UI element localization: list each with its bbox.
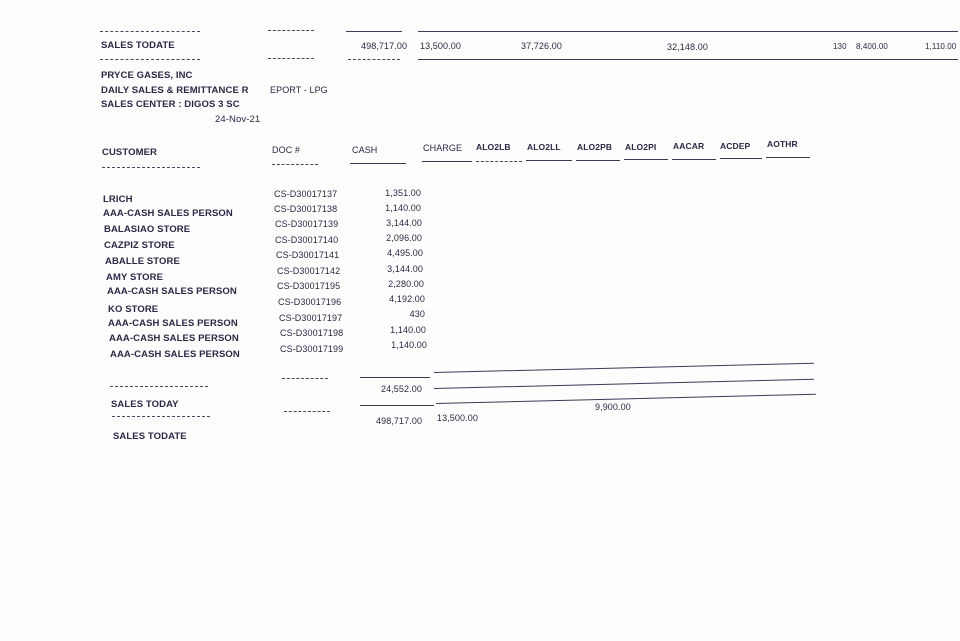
row-doc: CS-D30017138 — [274, 204, 338, 214]
row-customer: ABALLE STORE — [105, 256, 180, 267]
company-name: PRYCE GASES, INC — [101, 70, 193, 81]
header-underline — [720, 158, 762, 159]
row-customer: BALASIAO STORE — [104, 224, 191, 235]
row-cash: 3,144.00 — [387, 264, 423, 274]
divider-line — [282, 378, 328, 379]
divider-line — [112, 416, 210, 417]
sales-today-cash: 24,552.00 — [381, 384, 422, 394]
row-doc: CS-D30017198 — [280, 328, 344, 338]
header-underline — [526, 160, 572, 161]
report-title: DAILY SALES & REMITTANCE R — [101, 85, 249, 96]
row-customer: AAA-CASH SALES PERSON — [107, 286, 237, 297]
row-doc: CS-D30017196 — [278, 297, 342, 307]
header-underline — [672, 159, 716, 160]
row-doc: CS-D30017195 — [277, 281, 341, 291]
row-cash: 2,280.00 — [388, 279, 424, 289]
top-summary-alo2ll: 37,726.00 — [521, 41, 562, 51]
row-doc: CS-D30017139 — [275, 219, 339, 229]
col-aacar: AACAR — [673, 141, 705, 151]
row-doc: CS-D30017140 — [275, 235, 339, 245]
sales-today-alo2pb: 9,900.00 — [595, 402, 631, 412]
row-doc: CS-D30017137 — [274, 189, 338, 199]
sales-center: SALES CENTER : DIGOS 3 SC — [101, 99, 240, 110]
top-divider — [100, 59, 200, 60]
header-underline — [766, 157, 810, 158]
row-customer: LRICH — [103, 194, 133, 205]
top-summary-c2: 8,400.00 — [856, 42, 888, 51]
row-doc: CS-D30017197 — [279, 313, 343, 323]
top-summary-charge: 13,500.00 — [420, 41, 461, 51]
row-cash: 1,140.00 — [391, 340, 427, 350]
col-cash: CASH — [352, 145, 378, 155]
header-underline — [102, 167, 200, 168]
row-cash: 4,495.00 — [387, 248, 423, 258]
top-summary-c1: 130 — [833, 42, 847, 51]
top-divider — [348, 59, 400, 60]
row-doc: CS-D30017141 — [276, 250, 340, 260]
col-alo2ll: ALO2LL — [527, 142, 561, 152]
top-divider — [268, 58, 314, 59]
divider-line — [360, 377, 430, 378]
col-acdep: ACDEP — [720, 141, 751, 151]
report-title-suffix: EPORT - LPG — [270, 85, 328, 95]
col-doc: DOC # — [272, 145, 301, 155]
top-summary-label: SALES TODATE — [101, 40, 175, 51]
divider-line — [284, 411, 330, 412]
header-underline — [624, 159, 668, 160]
row-customer: CAZPIZ STORE — [104, 240, 175, 251]
top-summary-alo2pi: 32,148.00 — [667, 42, 708, 52]
divider-line — [434, 379, 814, 389]
row-cash: 1,140.00 — [390, 325, 426, 335]
top-divider — [418, 59, 958, 60]
row-customer: KO STORE — [108, 304, 159, 315]
sales-todate-label: SALES TODATE — [113, 431, 187, 442]
col-alo2pb: ALO2PB — [577, 142, 613, 152]
row-doc: CS-D30017199 — [280, 344, 344, 354]
top-divider — [346, 31, 402, 32]
top-divider — [100, 31, 200, 32]
col-charge: CHARGE — [423, 143, 463, 153]
header-underline — [350, 163, 406, 164]
top-divider — [268, 30, 314, 31]
row-cash: 2,096.00 — [386, 233, 422, 243]
row-doc: CS-D30017142 — [277, 266, 341, 276]
divider-line — [360, 405, 434, 406]
header-underline — [576, 160, 620, 161]
sales-todate-charge: 13,500.00 — [437, 413, 478, 423]
divider-line — [434, 363, 814, 373]
top-summary-c3: 1,110.00 — [925, 42, 957, 51]
row-customer: AMY STORE — [106, 272, 164, 283]
divider-line — [110, 386, 208, 387]
row-cash: 430 — [409, 309, 425, 319]
row-customer: AAA-CASH SALES PERSON — [103, 208, 233, 219]
row-customer: AAA-CASH SALES PERSON — [110, 349, 240, 360]
header-underline — [272, 164, 318, 165]
col-aothr: AOTHR — [767, 139, 798, 149]
header-underline — [476, 161, 522, 162]
col-alo2pi: ALO2PI — [625, 142, 657, 152]
sales-todate-cash: 498,717.00 — [376, 416, 423, 426]
report-date: 24-Nov-21 — [215, 114, 261, 125]
row-customer: AAA-CASH SALES PERSON — [109, 333, 239, 344]
top-divider — [418, 31, 958, 32]
row-cash: 1,351.00 — [385, 188, 421, 198]
col-customer: CUSTOMER — [102, 147, 157, 158]
top-summary-cash: 498,717.00 — [361, 41, 408, 51]
row-cash: 3,144.00 — [386, 218, 422, 228]
sales-today-label: SALES TODAY — [111, 399, 179, 410]
col-alo2lb: ALO2LB — [476, 142, 511, 152]
row-customer: AAA-CASH SALES PERSON — [108, 318, 238, 329]
row-cash: 4,192.00 — [389, 294, 425, 304]
header-underline — [422, 161, 472, 162]
row-cash: 1,140.00 — [385, 203, 421, 213]
